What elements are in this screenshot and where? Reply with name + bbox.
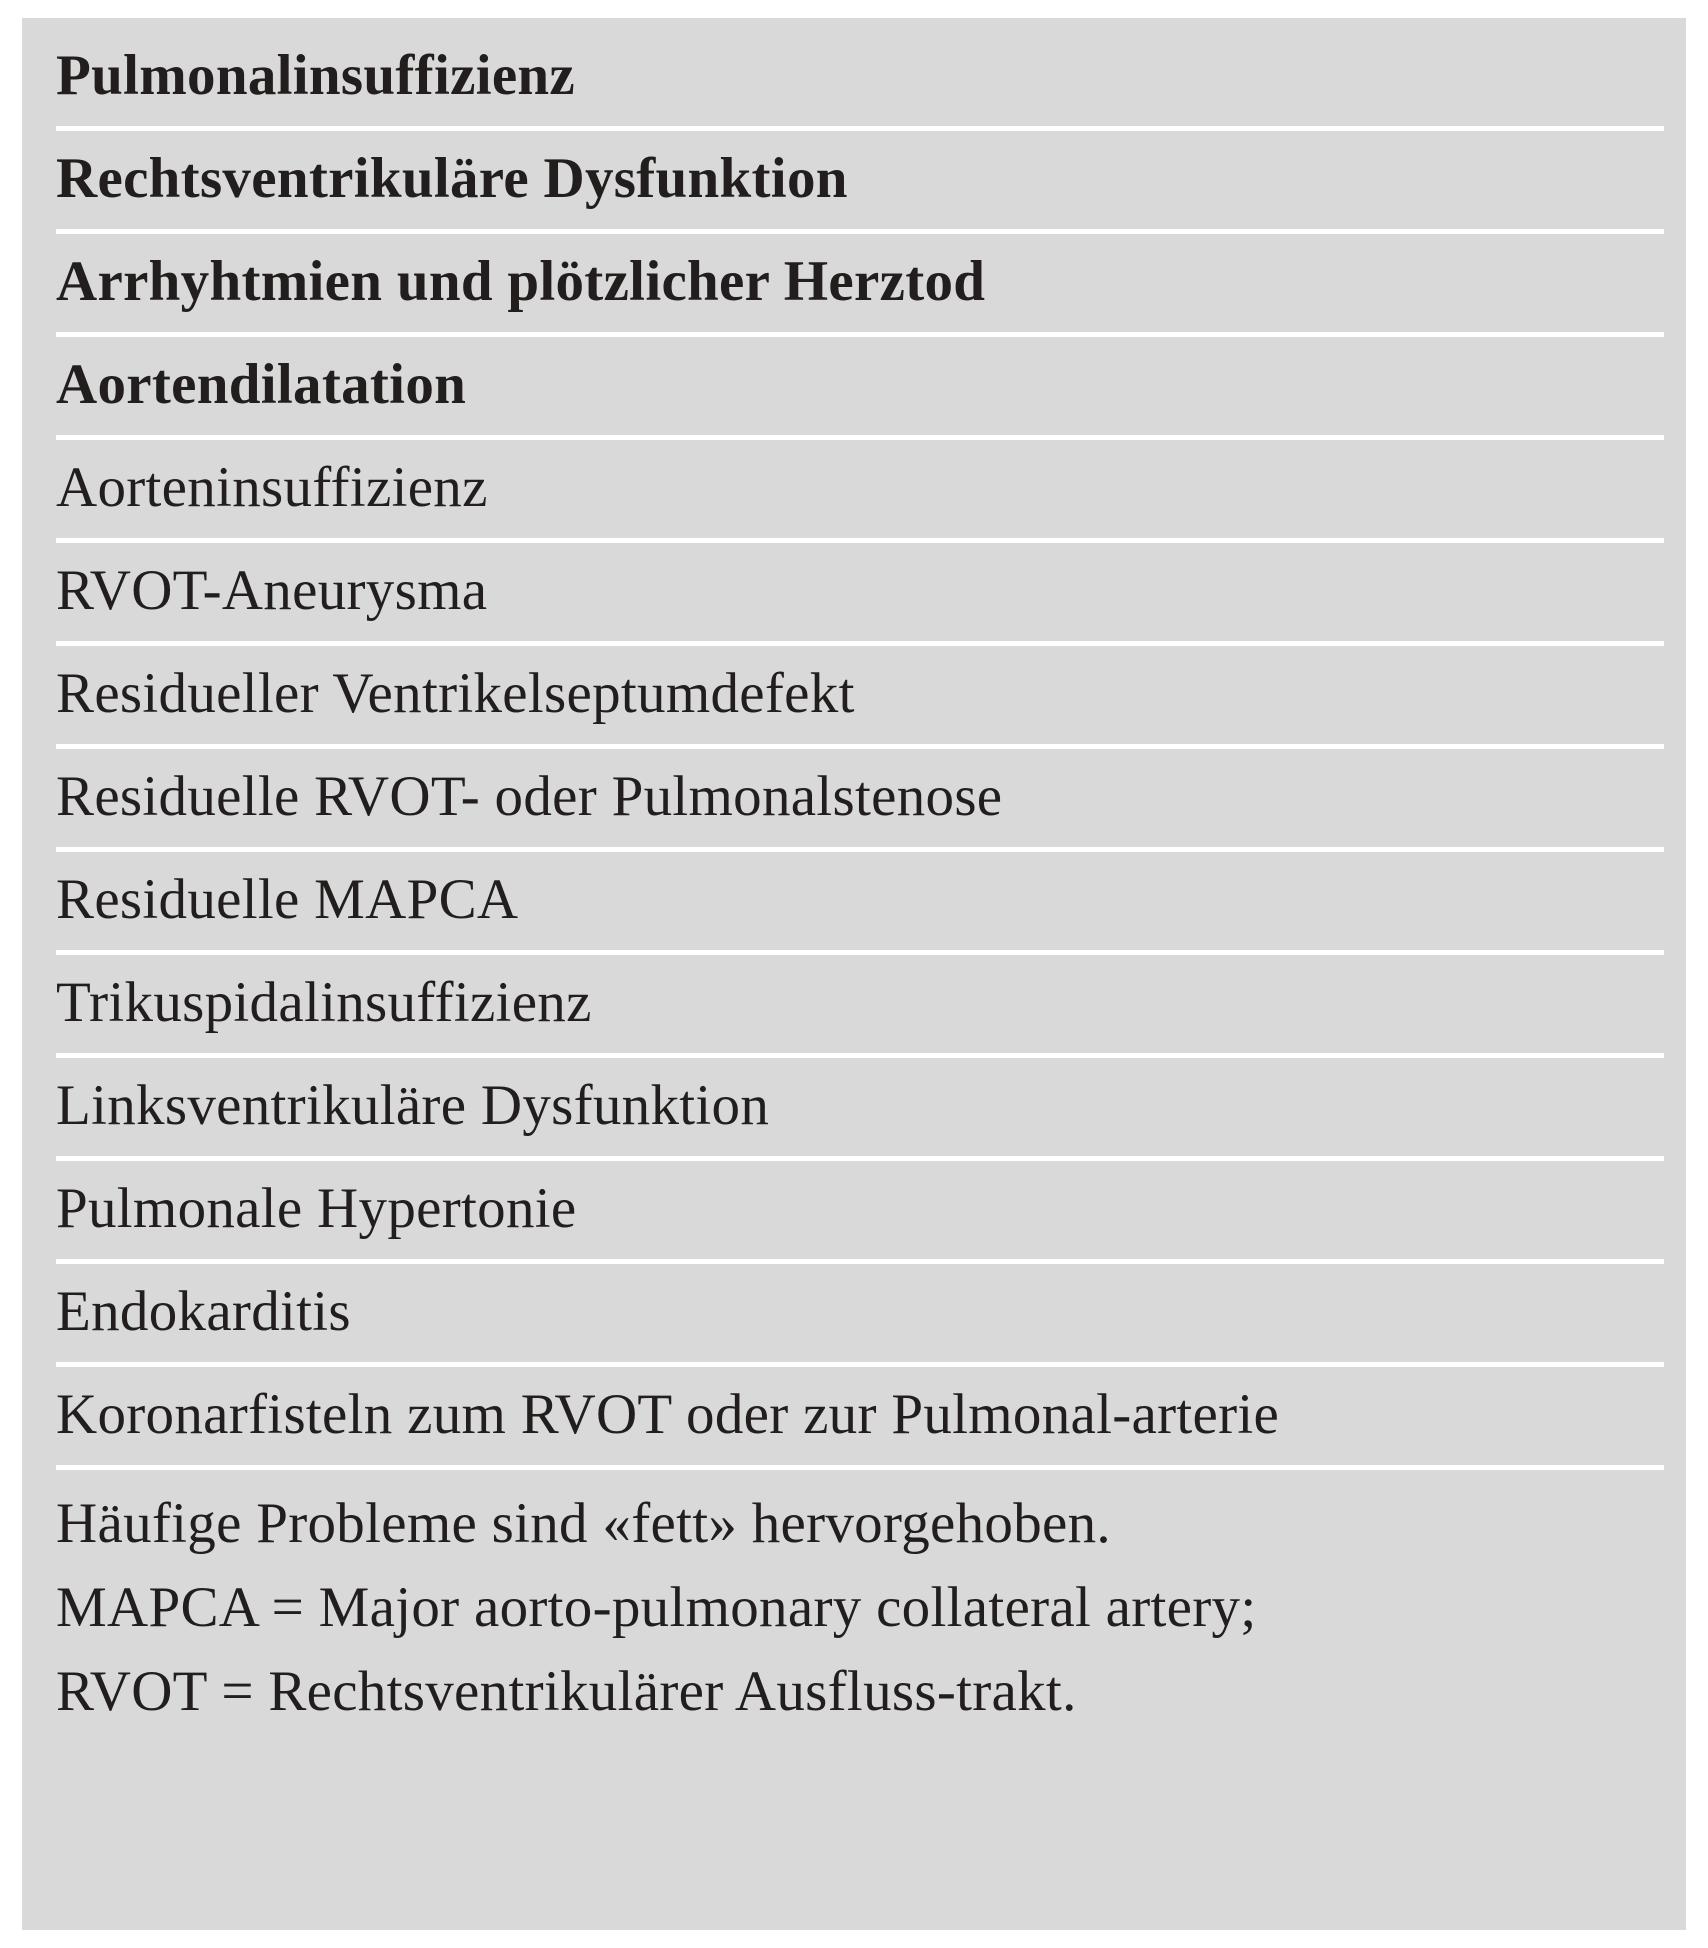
row-label: Trikuspidalinsuffizienz: [56, 971, 592, 1034]
table-row: [56, 646, 1664, 749]
row-label: Linksventrikuläre Dysfunktion: [56, 1074, 770, 1137]
table-row: [56, 28, 1664, 131]
table-footnote: [56, 1470, 1664, 1734]
table-row: [56, 234, 1664, 337]
row-label: RVOT-Aneurysma: [56, 559, 488, 622]
complications-table: [22, 18, 1686, 1930]
row-label: Residuelle RVOT- oder Pulmonalstenose: [56, 765, 1003, 828]
table-row: [56, 1264, 1664, 1367]
row-label: Residueller Ventrikelseptumdefekt: [56, 662, 855, 725]
row-label: Pulmonalinsuffizienz: [56, 44, 576, 107]
row-label: Arrhyhtmien und plötzlicher Herztod: [56, 250, 986, 313]
table-row: [56, 955, 1664, 1058]
table-row: [56, 1161, 1664, 1264]
table-row: [56, 852, 1664, 955]
table-row: [56, 543, 1664, 646]
table-row: [56, 1058, 1664, 1161]
table-row: [56, 440, 1664, 543]
row-label: Koronarfisteln zum RVOT oder zur Pulmonal-arterie: [56, 1383, 1280, 1446]
table-row: [56, 1367, 1664, 1470]
row-label: Pulmonale Hypertonie: [56, 1177, 577, 1240]
row-label: Rechtsventrikuläre Dysfunktion: [56, 147, 848, 210]
row-label: Residuelle MAPCA: [56, 868, 519, 931]
row-label: Endokarditis: [56, 1280, 351, 1343]
table-row: [56, 749, 1664, 852]
table-row: [56, 337, 1664, 440]
footnote-text: Häufige Probleme sind «fett» hervorgehoben. MAPCA = Major aorto-pulmonary collateral artery; RVOT = Rechtsventrikulärer Ausfluss-trakt.: [56, 1492, 1257, 1723]
row-label: Aortendilatation: [56, 353, 467, 416]
table-row: [56, 131, 1664, 234]
row-label: Aorteninsuffizienz: [56, 456, 488, 519]
